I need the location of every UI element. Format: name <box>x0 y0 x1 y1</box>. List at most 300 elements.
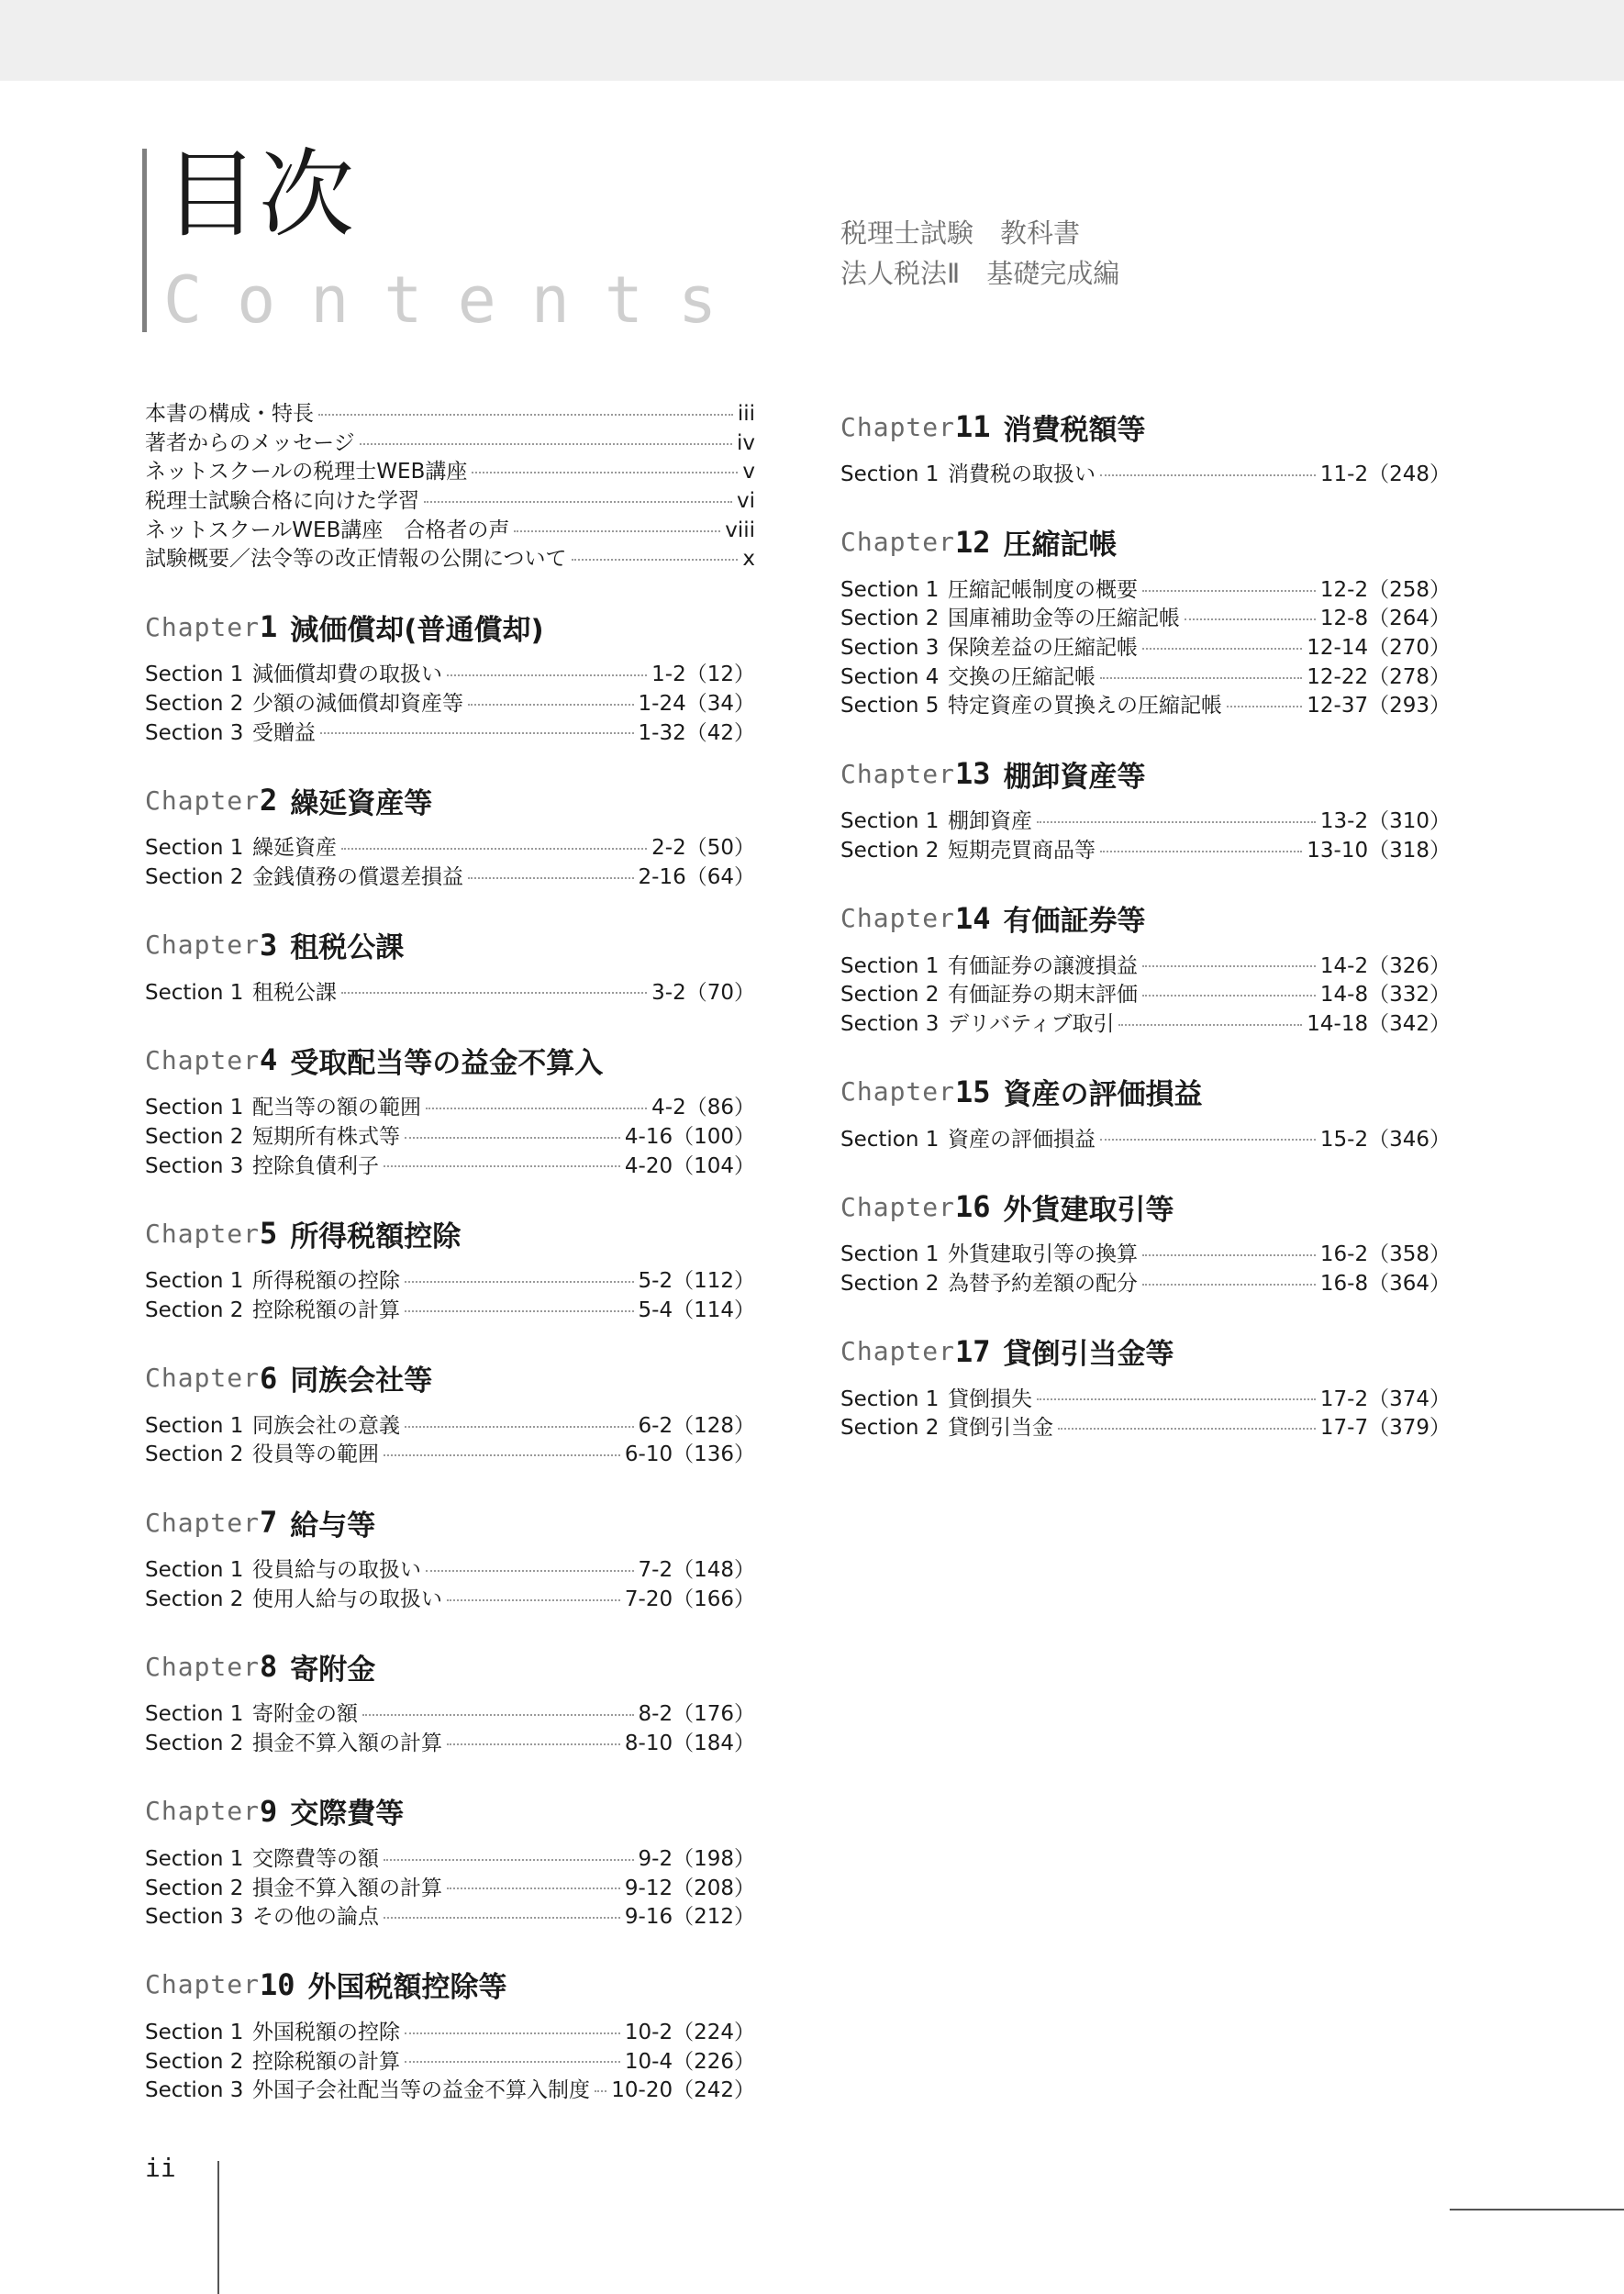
section-label <box>145 2015 400 2045</box>
chapter-label: Chapter <box>840 411 956 442</box>
section-page: 10-20（242） <box>611 2078 755 2103</box>
section-page: 14-2（326） <box>1319 953 1451 978</box>
section-title: 減価償却費の取扱い <box>252 663 442 687</box>
chapter-block <box>145 1636 755 1754</box>
chapter-heading[interactable] <box>145 1203 755 1264</box>
leader-dots <box>405 2061 620 2063</box>
section-title: 消費税の取扱い <box>948 462 1096 486</box>
section-entry[interactable] <box>145 1553 755 1582</box>
section-entry[interactable] <box>145 2073 755 2102</box>
section-page: 16-8（364） <box>1319 1271 1451 1296</box>
section-title: 所得税額の控除 <box>252 1269 400 1294</box>
section-entry[interactable] <box>145 830 755 860</box>
toc-entry-label: ネットスクールWEB講座 合格者の声 <box>145 518 510 542</box>
section-number: Section 1 <box>145 836 244 861</box>
section-page: 2-2（50） <box>651 836 755 861</box>
section-label <box>840 1007 1114 1037</box>
toc-entry[interactable] <box>145 484 755 513</box>
chapter-label: Chapter <box>840 1076 956 1108</box>
leader-dots <box>384 1859 634 1861</box>
leader-dots <box>514 530 720 532</box>
section-entry[interactable] <box>145 1842 755 1871</box>
section-page: 12-2（258） <box>1319 577 1451 602</box>
section-title: 短期売買商品等 <box>948 838 1096 863</box>
section-number: Section 2 <box>840 607 940 631</box>
chapter-heading[interactable] <box>840 1321 1451 1382</box>
section-entry[interactable] <box>145 1899 755 1929</box>
chapter-heading[interactable] <box>145 1954 755 2015</box>
section-label <box>145 1726 442 1756</box>
section-page: 13-2（310） <box>1319 809 1451 834</box>
section-number: Section 1 <box>145 1846 244 1871</box>
section-number: Section 2 <box>145 1124 244 1149</box>
section-title: 配当等の額の範囲 <box>252 1096 421 1120</box>
chapter-title: 減価償却(普通償却) <box>290 613 544 647</box>
section-title: 役員給与の取扱い <box>252 1558 421 1583</box>
section-entry[interactable] <box>145 2044 755 2074</box>
section-page: 7-20（166） <box>624 1587 755 1611</box>
section-label <box>145 1582 442 1612</box>
leader-dots <box>405 1310 634 1312</box>
chapter-label: Chapter <box>145 1507 261 1538</box>
chapter-heading[interactable] <box>840 396 1451 457</box>
section-entry[interactable] <box>840 1007 1451 1036</box>
section-title: 役員等の範囲 <box>252 1442 379 1467</box>
section-number: Section 1 <box>840 1386 940 1411</box>
section-entry[interactable] <box>145 860 755 889</box>
section-page: 5-4（114） <box>638 1298 755 1322</box>
section-entry[interactable] <box>840 1122 1451 1152</box>
section-number: Section 1 <box>840 462 940 486</box>
section-number: Section 3 <box>145 1153 244 1178</box>
chapter-heading[interactable] <box>840 888 1451 949</box>
book-title-line2: 法人税法Ⅱ 基礎完成編 <box>840 258 1120 289</box>
section-page: 11-2（248） <box>1319 462 1451 486</box>
section-page: 12-22（278） <box>1307 664 1451 689</box>
section-number: Section 1 <box>145 1269 244 1294</box>
chapter-label: Chapter <box>145 1651 261 1682</box>
section-entry[interactable] <box>840 1266 1451 1296</box>
section-page: 13-10（318） <box>1307 838 1451 863</box>
section-entry[interactable] <box>840 688 1451 718</box>
leader-dots <box>1100 1139 1316 1141</box>
leader-dots <box>341 848 647 850</box>
chapter-heading[interactable] <box>145 1636 755 1697</box>
section-page: 9-12（208） <box>624 1876 755 1900</box>
section-label <box>145 1697 358 1727</box>
right-chapter-list <box>840 396 1451 1440</box>
toc-entry-label: ネットスクールの税理士WEB講座 <box>145 460 468 484</box>
chapter-number: 2 <box>260 783 278 818</box>
section-entry[interactable] <box>145 975 755 1005</box>
leader-dots <box>405 1137 620 1139</box>
leader-dots <box>1142 995 1316 997</box>
section-entry[interactable] <box>840 1382 1451 1411</box>
section-title: その他の論点 <box>252 1905 379 1930</box>
section-label <box>840 1410 1053 1441</box>
chapter-label: Chapter <box>840 758 956 789</box>
chapter-number: 11 <box>955 409 991 444</box>
section-number: Section 1 <box>840 953 940 978</box>
section-label <box>145 1553 421 1583</box>
section-number: Section 2 <box>145 2049 244 2074</box>
section-entry[interactable] <box>840 1237 1451 1266</box>
chapter-label: Chapter <box>145 1969 261 2000</box>
section-label <box>145 1149 379 1179</box>
section-number: Section 3 <box>145 720 244 745</box>
section-label <box>145 1090 421 1120</box>
chapter-number: 1 <box>260 609 278 645</box>
section-number: Section 2 <box>145 1732 244 1756</box>
section-page: 7-2（148） <box>638 1558 755 1583</box>
section-number: Section 1 <box>145 1558 244 1583</box>
section-entry[interactable] <box>145 1264 755 1293</box>
section-entry[interactable] <box>840 601 1451 630</box>
section-entry[interactable] <box>145 1409 755 1438</box>
section-page: 6-10（136） <box>624 1442 755 1467</box>
chapter-block <box>145 1203 755 1321</box>
leader-dots <box>1142 965 1316 967</box>
chapter-heading[interactable] <box>145 915 755 975</box>
toc-entry-page: v <box>742 460 755 484</box>
leader-dots <box>320 732 634 734</box>
chapter-heading[interactable] <box>145 770 755 830</box>
left-chapter-list <box>145 596 755 2102</box>
section-number: Section 1 <box>145 663 244 687</box>
section-label <box>145 716 316 746</box>
section-page: 4-2（86） <box>651 1096 755 1120</box>
section-title: 外国子会社配当等の益金不算入制度 <box>252 2078 590 2103</box>
chapter-block <box>145 1954 755 2102</box>
section-number: Section 4 <box>840 664 940 689</box>
section-page: 3-2（70） <box>651 980 755 1005</box>
leader-dots <box>447 674 647 676</box>
section-page: 1-32（42） <box>638 720 755 745</box>
section-page: 17-7（379） <box>1319 1416 1451 1441</box>
section-number: Section 1 <box>145 1413 244 1438</box>
chapter-label: Chapter <box>840 527 956 558</box>
chapter-block <box>145 1492 755 1610</box>
leader-dots <box>318 414 733 416</box>
section-entry[interactable] <box>145 1582 755 1611</box>
chapter-heading[interactable] <box>145 1781 755 1842</box>
title-accent-bar <box>142 149 147 332</box>
chapter-heading[interactable] <box>840 1062 1451 1122</box>
section-page: 6-2（128） <box>638 1413 755 1438</box>
page-title: 目次 <box>163 139 355 251</box>
section-number: Section 1 <box>145 1702 244 1727</box>
section-entry[interactable] <box>840 457 1451 486</box>
leader-dots <box>447 1743 620 1745</box>
chapter-title: 繰延資産等 <box>290 786 433 820</box>
section-entry[interactable] <box>145 657 755 686</box>
section-label <box>145 975 337 1006</box>
chapter-heading[interactable] <box>840 743 1451 804</box>
section-label <box>840 804 1032 834</box>
chapter-block <box>145 770 755 888</box>
section-label <box>145 830 337 861</box>
section-title: 金銭債務の償還差損益 <box>252 864 463 889</box>
toc-entry-page: x <box>742 547 755 572</box>
section-label <box>145 2044 400 2075</box>
leader-dots <box>447 1599 620 1601</box>
leader-dots <box>384 1165 620 1167</box>
section-page: 9-2（198） <box>638 1846 755 1871</box>
section-title: 交換の圧縮記帳 <box>948 664 1096 689</box>
section-number: Section 1 <box>840 1242 940 1267</box>
leader-dots <box>572 559 739 561</box>
section-entry[interactable] <box>145 1697 755 1726</box>
section-title: 繰延資産 <box>252 836 337 861</box>
toc-entry-page: viii <box>725 518 755 542</box>
section-title: 国庫補助金等の圧縮記帳 <box>948 607 1180 631</box>
section-label <box>840 833 1096 863</box>
section-label <box>840 1122 1096 1153</box>
section-number: Section 2 <box>840 1416 940 1441</box>
section-page: 15-2（346） <box>1319 1127 1451 1152</box>
section-label <box>145 1264 400 1294</box>
section-title: 圧縮記帳制度の概要 <box>948 577 1138 602</box>
chapter-label: Chapter <box>840 1336 956 1367</box>
section-title: 損金不算入額の計算 <box>252 1876 442 1900</box>
chapter-block <box>840 743 1451 862</box>
toc-entry[interactable] <box>145 426 755 455</box>
toc-entry[interactable] <box>145 541 755 571</box>
toc-left-column <box>145 396 755 2102</box>
chapter-label: Chapter <box>145 611 261 642</box>
toc-entry-label: 著者からのメッセージ <box>145 430 355 455</box>
toc-right-column <box>840 396 1451 1440</box>
leader-dots <box>362 1714 634 1716</box>
section-title: 寄附金の額 <box>252 1702 358 1727</box>
section-title: デリバティブ取引 <box>948 1011 1115 1036</box>
section-number: Section 1 <box>145 2020 244 2044</box>
section-title: 為替予約差額の配分 <box>948 1271 1138 1296</box>
chapter-block <box>840 1176 1451 1295</box>
leader-dots <box>1185 618 1316 620</box>
section-entry[interactable] <box>145 686 755 716</box>
leader-dots <box>1142 590 1316 592</box>
chapter-title: 同族会社等 <box>290 1364 433 1398</box>
chapter-heading[interactable] <box>840 512 1451 573</box>
section-entry[interactable] <box>145 1293 755 1322</box>
section-entry[interactable] <box>840 660 1451 689</box>
section-entry[interactable] <box>840 949 1451 978</box>
leader-dots <box>405 2032 620 2034</box>
chapter-block <box>840 1321 1451 1440</box>
section-label <box>145 686 463 717</box>
section-entry[interactable] <box>840 833 1451 863</box>
section-label <box>840 1266 1138 1297</box>
section-number: Section 1 <box>145 1096 244 1120</box>
section-number: Section 3 <box>145 2078 244 2103</box>
section-entry[interactable] <box>840 630 1451 660</box>
section-entry[interactable] <box>840 1410 1451 1440</box>
section-title: 短期所有株式等 <box>252 1124 400 1149</box>
chapter-block <box>840 888 1451 1036</box>
section-title: 保険差益の圧縮記帳 <box>948 636 1138 661</box>
chapter-label: Chapter <box>840 1191 956 1222</box>
page-number: ii <box>145 2153 176 2183</box>
leader-dots <box>1058 1428 1316 1430</box>
leader-dots <box>1100 677 1302 679</box>
chapter-title: 外貨建取引等 <box>1003 1193 1174 1227</box>
chapter-number: 4 <box>260 1042 278 1078</box>
section-entry[interactable] <box>840 804 1451 833</box>
toc-entry-label: 税理士試験合格に向けた学習 <box>145 489 419 514</box>
leader-dots <box>384 1454 620 1456</box>
page-subtitle: Contents <box>163 262 752 338</box>
chapter-number: 8 <box>260 1649 278 1685</box>
section-number: Section 2 <box>840 838 940 863</box>
chapter-number: 10 <box>260 1966 295 2002</box>
chapter-title: 圧縮記帳 <box>1003 529 1118 562</box>
chapter-title: 所得税額控除 <box>290 1219 462 1253</box>
section-page: 12-37（293） <box>1307 694 1451 718</box>
chapter-heading[interactable] <box>145 1492 755 1553</box>
section-number: Section 2 <box>145 1587 244 1611</box>
section-label <box>145 2073 590 2103</box>
chapter-title: 交際費等 <box>290 1798 405 1832</box>
chapter-title: 外国税額控除等 <box>307 1971 507 2005</box>
chapter-label: Chapter <box>145 1796 261 1827</box>
section-label <box>145 1409 400 1439</box>
section-page: 14-18（342） <box>1307 1011 1451 1036</box>
section-number: Section 2 <box>145 1876 244 1900</box>
section-entry[interactable] <box>840 573 1451 602</box>
folio-rule <box>217 2161 219 2294</box>
section-title: 特定資産の買換えの圧縮記帳 <box>948 694 1222 718</box>
section-label <box>840 601 1180 631</box>
section-title: 控除税額の計算 <box>252 1298 400 1322</box>
chapter-label: Chapter <box>145 1218 261 1249</box>
section-title: 租税公課 <box>252 980 337 1005</box>
section-title: 受贈益 <box>252 720 316 745</box>
chapter-label: Chapter <box>145 1044 261 1075</box>
chapter-label: Chapter <box>145 785 261 816</box>
section-page: 8-10（184） <box>624 1732 755 1756</box>
leader-dots <box>1100 851 1302 852</box>
book-title <box>840 213 1119 294</box>
section-label <box>840 630 1138 661</box>
toc-entry[interactable] <box>145 454 755 484</box>
section-number: Section 1 <box>840 577 940 602</box>
section-number: Section 3 <box>840 636 940 661</box>
chapter-heading[interactable] <box>145 1030 755 1090</box>
toc-entry-page: iii <box>737 402 755 426</box>
section-entry[interactable] <box>145 716 755 745</box>
section-label <box>840 1382 1032 1412</box>
section-title: 使用人給与の取扱い <box>252 1587 442 1611</box>
section-label <box>145 1119 400 1150</box>
toc-entry[interactable] <box>145 513 755 542</box>
corner-rule <box>1450 2209 1624 2210</box>
toc-entry-page: iv <box>736 430 755 455</box>
leader-dots <box>1227 706 1302 707</box>
section-title: 少額の減価償却資産等 <box>252 691 463 716</box>
chapter-title: 消費税額等 <box>1003 413 1146 447</box>
section-page: 9-16（212） <box>624 1905 755 1930</box>
chapter-number: 7 <box>260 1505 278 1541</box>
section-number: Section 3 <box>840 1011 940 1036</box>
leader-dots <box>1100 474 1316 476</box>
section-number: Section 2 <box>145 1442 244 1467</box>
leader-dots <box>426 1570 634 1572</box>
chapter-block <box>145 915 755 1005</box>
leader-dots <box>384 1917 620 1919</box>
leader-dots <box>1118 1024 1302 1026</box>
chapter-label: Chapter <box>840 903 956 933</box>
section-entry[interactable] <box>145 1437 755 1466</box>
section-label <box>840 977 1138 1008</box>
chapter-title: 貸倒引当金等 <box>1003 1338 1174 1372</box>
section-label <box>145 1842 379 1872</box>
chapter-number: 17 <box>955 1333 991 1369</box>
chapter-number: 9 <box>260 1793 278 1829</box>
section-number: Section 1 <box>840 1127 940 1152</box>
book-title-line1: 税理士試験 教科書 <box>840 217 1081 249</box>
section-label <box>840 457 1096 487</box>
section-number: Section 3 <box>145 1905 244 1930</box>
chapter-block <box>840 1062 1451 1152</box>
section-number: Section 1 <box>840 809 940 834</box>
section-entry[interactable] <box>145 1871 755 1900</box>
section-entry[interactable] <box>145 1726 755 1755</box>
section-number: Section 2 <box>840 983 940 1008</box>
section-label <box>840 573 1138 603</box>
chapter-label: Chapter <box>145 930 261 961</box>
chapter-heading[interactable] <box>145 1348 755 1409</box>
leader-dots <box>405 1281 634 1283</box>
section-number: Section 5 <box>840 694 940 718</box>
section-label <box>145 1293 400 1323</box>
chapter-title: 資産の評価損益 <box>1003 1078 1203 1112</box>
section-page: 5-2（112） <box>638 1269 755 1294</box>
section-page: 1-24（34） <box>638 691 755 716</box>
chapter-number: 12 <box>955 524 991 560</box>
section-page: 16-2（358） <box>1319 1242 1451 1267</box>
section-entry[interactable] <box>145 2015 755 2044</box>
leader-dots <box>424 501 732 503</box>
section-entry[interactable] <box>145 1149 755 1178</box>
section-entry[interactable] <box>145 1119 755 1149</box>
leader-dots <box>1037 821 1316 823</box>
toc-entry[interactable] <box>145 396 755 426</box>
section-page: 14-8（332） <box>1319 983 1451 1008</box>
chapter-heading[interactable] <box>840 1176 1451 1237</box>
chapter-title: 寄附金 <box>290 1653 376 1687</box>
section-label <box>145 860 463 890</box>
chapter-title: 有価証券等 <box>1003 905 1146 938</box>
section-page: 4-16（100） <box>624 1124 755 1149</box>
chapter-number: 14 <box>955 900 991 936</box>
toc-entry-label: 本書の構成・特長 <box>145 402 314 426</box>
leader-dots <box>405 1426 634 1428</box>
chapter-block <box>840 512 1451 718</box>
chapter-number: 3 <box>260 927 278 963</box>
chapter-number: 13 <box>955 756 991 792</box>
section-title: 貸倒損失 <box>948 1386 1032 1411</box>
leader-dots <box>426 1108 647 1109</box>
section-page: 12-14（270） <box>1307 636 1451 661</box>
section-entry[interactable] <box>840 977 1451 1007</box>
chapter-heading[interactable] <box>145 596 755 657</box>
section-entry[interactable] <box>145 1090 755 1119</box>
top-band <box>0 0 1624 81</box>
leader-dots <box>1142 1284 1316 1286</box>
leader-dots <box>472 472 738 473</box>
section-title: 控除負債利子 <box>252 1153 379 1178</box>
